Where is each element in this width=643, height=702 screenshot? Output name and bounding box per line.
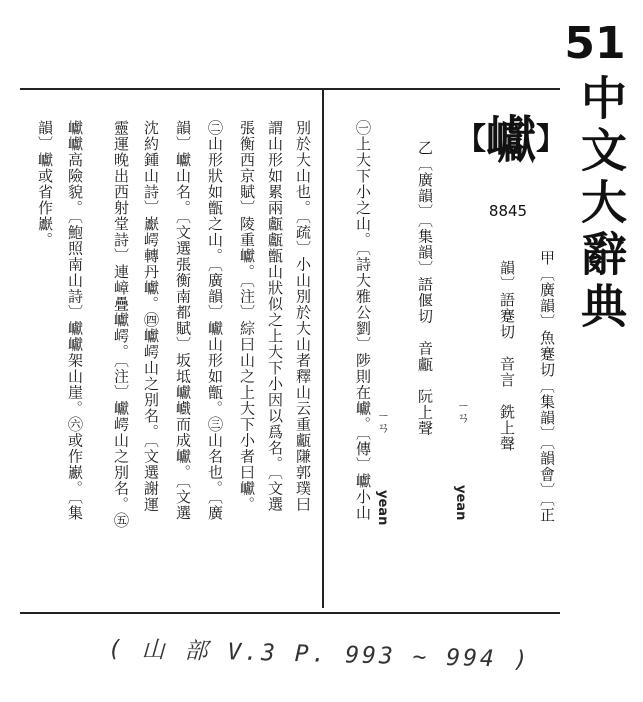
sense-line-5: ㊁山形狀如甑之山。〔廣韻〕巘山形如甑。㊂山名也。〔廣: [206, 120, 224, 521]
bottom-rule: [20, 612, 560, 614]
sense-line-2: 別於大山也。〔疏〕小山別於大山者釋山云重甗隒郭璞曰: [294, 120, 312, 513]
reading-1-line-b: 韻〕語蹇切 音言 銑上聲: [498, 260, 516, 452]
reading-2-romanization: yean: [375, 490, 390, 526]
sense-line-6: 韻〕巘山名。〔文選張衡南都賦〕坂坻巘巇而成巘。〔文選: [174, 120, 192, 521]
reading-1-romanization: yean: [453, 485, 468, 521]
sense-line-10: 韻〕巘或省作巚。: [36, 120, 54, 248]
section-divider: [322, 88, 324, 608]
top-rule: [20, 88, 560, 90]
sense-line-8: 靈運晚出西射堂詩〕連嶂疊巘崿。〔注〕巘崿山之別名。㊄: [112, 120, 130, 529]
reading-1-zhuyin: ㄧㄢ: [454, 400, 469, 424]
headword-bracket-open: 【: [456, 122, 486, 157]
headword: 巘: [486, 110, 536, 169]
handwritten-volume-note: ( 山 部 V.3 P. 993 ~ 994 ): [107, 636, 531, 674]
reading-2-zhuyin: ㄧㄢ: [374, 410, 389, 434]
reading-2-line-a: 乙〔廣韻〕〔集韻〕語偃切 音甗 阮上聲: [416, 140, 434, 437]
sense-line-1: ㊀上大下小之山。〔詩大雅公劉〕陟則在巘。〔傳〕巘小山: [354, 120, 372, 521]
sense-line-3: 謂山形如累兩甗甗甑山狀似之上大下小因以爲名。〔文選: [266, 120, 284, 513]
sense-line-4: 張衡西京賦〕陵重巘。〔注〕綜曰山之上大下小者曰巘。: [238, 120, 256, 513]
reading-1-line-a: 甲〔廣韻〕魚蹇切〔集韻〕〔韻會〕〔正: [538, 250, 556, 523]
sense-line-7: 沈約鍾山詩〕巚崿轉丹巘。㊃巘崿山之別名。〔文選謝運: [142, 120, 160, 513]
headword-block: [456, 96, 566, 184]
character-code: 8845: [488, 202, 528, 220]
publication-title: 中文大辭典: [574, 74, 628, 334]
headword-bracket-close: 】: [536, 122, 566, 157]
sense-line-9: 巘巘高險貌。〔鮑照南山詩〕巘巘架山崖。㊅或作巚。〔集: [66, 120, 84, 521]
volume-number: 51: [564, 18, 626, 69]
